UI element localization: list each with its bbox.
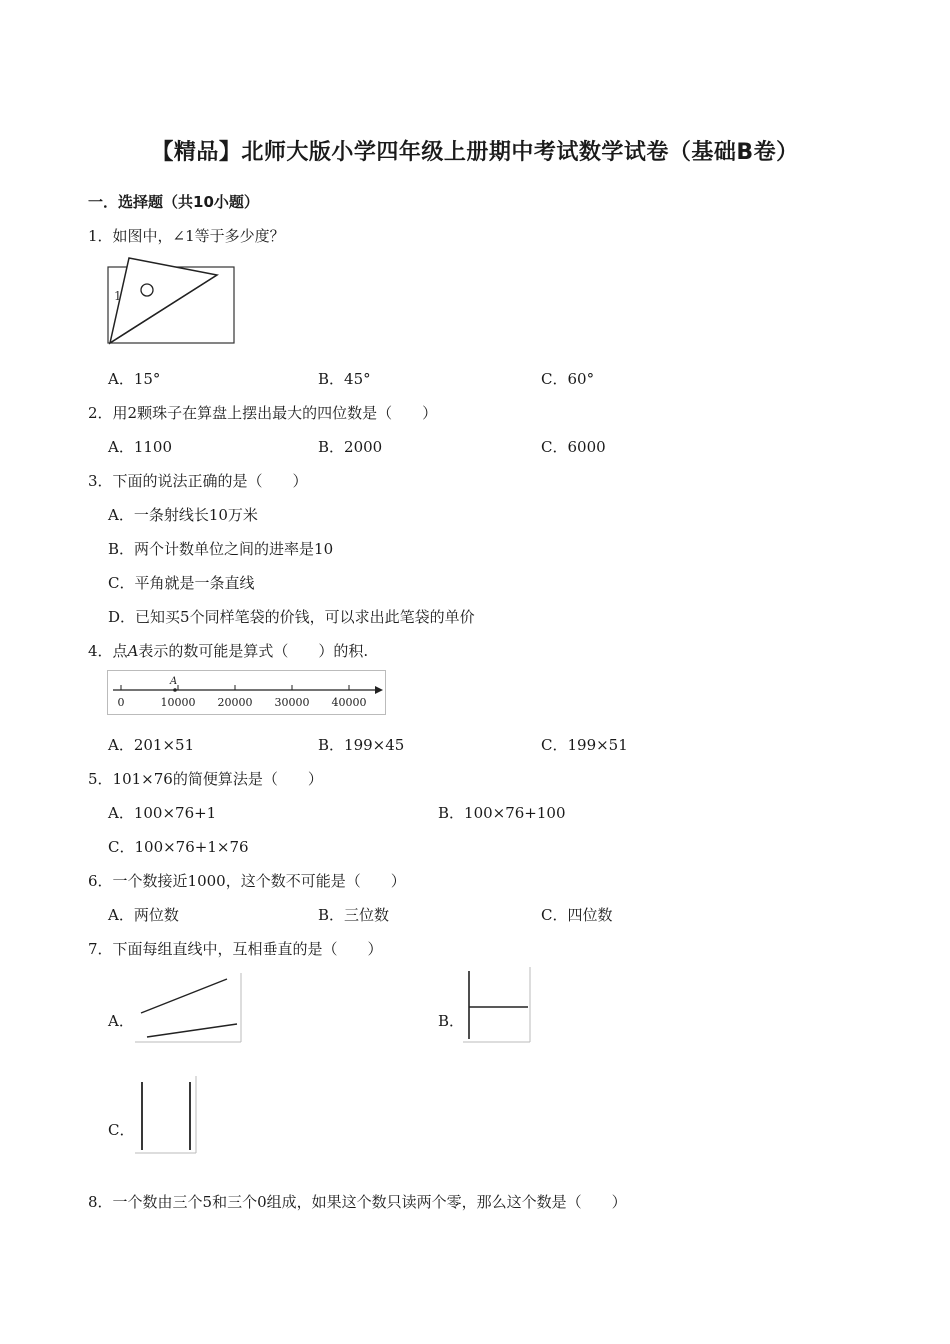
question-text: 用2颗珠子在算盘上摆出最大的四位数是（ ） [112, 404, 438, 422]
q7-figure-c[interactable] [135, 1076, 199, 1154]
q6-option-b[interactable]: B．三位数 [318, 906, 390, 924]
tick-label: 20000 [217, 696, 253, 709]
q1-option-b[interactable]: B．45° [318, 370, 371, 388]
question-3 [88, 470, 308, 491]
question-text: 一个数接近1000，这个数不可能是（ ） [112, 872, 406, 890]
set-square [110, 258, 217, 343]
tick-label: 10000 [160, 696, 196, 709]
tick-label: 30000 [274, 696, 310, 709]
q4-option-a[interactable]: A．201×51 [108, 736, 195, 754]
point-a-marker-label: A [170, 676, 178, 687]
line-1 [141, 979, 227, 1013]
question-text-after: 表示的数可能是算式（ ）的积. [138, 642, 369, 660]
question-text: 下面的说法正确的是（ ） [112, 472, 308, 490]
triangle-ruler-figure [107, 255, 237, 345]
question-text: 一个数由三个5和三个0组成，如果这个数只读两个零，那么这个数是（ ） [112, 1193, 627, 1211]
point-a [173, 688, 177, 692]
q4-option-b[interactable]: B．199×45 [318, 736, 405, 754]
q1-option-a[interactable]: A．15° [108, 370, 161, 388]
q7-option-a[interactable]: A． [108, 1012, 134, 1030]
question-number: 4． [88, 642, 113, 660]
number-line-figure [107, 670, 387, 716]
question-number: 3． [88, 472, 113, 490]
q7-option-c[interactable]: C． [108, 1121, 135, 1139]
question-7 [88, 938, 383, 959]
q2-option-a[interactable]: A．1100 [108, 438, 173, 456]
question-2 [88, 402, 437, 423]
question-number: 1． [88, 227, 113, 245]
question-4 [88, 640, 368, 661]
q3-option-c[interactable]: C．平角就是一条直线 [108, 574, 255, 592]
section-heading: 一．选择题（共10小题） [88, 193, 259, 211]
question-number: 7． [88, 940, 113, 958]
angle-1-label: 1 [114, 289, 122, 303]
tick-label: 40000 [331, 696, 367, 709]
q5-option-b[interactable]: B．100×76+100 [438, 804, 566, 822]
question-8 [88, 1191, 627, 1212]
question-number: 5． [88, 770, 113, 788]
question-number: 2． [88, 404, 113, 422]
question-text: 如图中，∠1等于多少度？ [112, 227, 285, 245]
question-number: 6． [88, 872, 113, 890]
arrow-head-icon [375, 686, 383, 694]
q7-option-b[interactable]: B． [438, 1012, 465, 1030]
point-a-label: A [127, 642, 139, 660]
q4-option-c[interactable]: C．199×51 [541, 736, 628, 754]
page-title: 【精品】北师大版小学四年级上册期中考试数学试卷（基础B卷） [151, 140, 799, 165]
q1-option-c[interactable]: C．60° [541, 370, 595, 388]
q5-option-c[interactable]: C．100×76+1×76 [108, 838, 249, 856]
question-5 [88, 768, 323, 789]
question-text: 101×76的简便算法是（ ） [112, 770, 323, 788]
q5-option-a[interactable]: A．100×76+1 [108, 804, 217, 822]
q2-option-c[interactable]: C．6000 [541, 438, 606, 456]
line-2 [147, 1024, 237, 1037]
question-text-before: 点 [112, 642, 128, 660]
q3-option-a[interactable]: A．一条射线长10万米 [108, 506, 258, 524]
q3-option-b[interactable]: B．两个计数单位之间的进率是10 [108, 540, 334, 558]
q3-option-d[interactable]: D．已知买5个同样笔袋的价钱，可以求出此笔袋的单价 [108, 608, 475, 626]
q6-option-c[interactable]: C．四位数 [541, 906, 613, 924]
question-number: 8． [88, 1193, 113, 1211]
q7-figure-a[interactable] [135, 973, 243, 1043]
q2-option-b[interactable]: B．2000 [318, 438, 383, 456]
q7-figure-b[interactable] [463, 967, 533, 1043]
q6-option-a[interactable]: A．两位数 [108, 906, 179, 924]
question-6 [88, 870, 406, 891]
question-text: 下面每组直线中，互相垂直的是（ ） [112, 940, 383, 958]
tick-label: 0 [117, 696, 125, 709]
question-1 [88, 225, 285, 246]
